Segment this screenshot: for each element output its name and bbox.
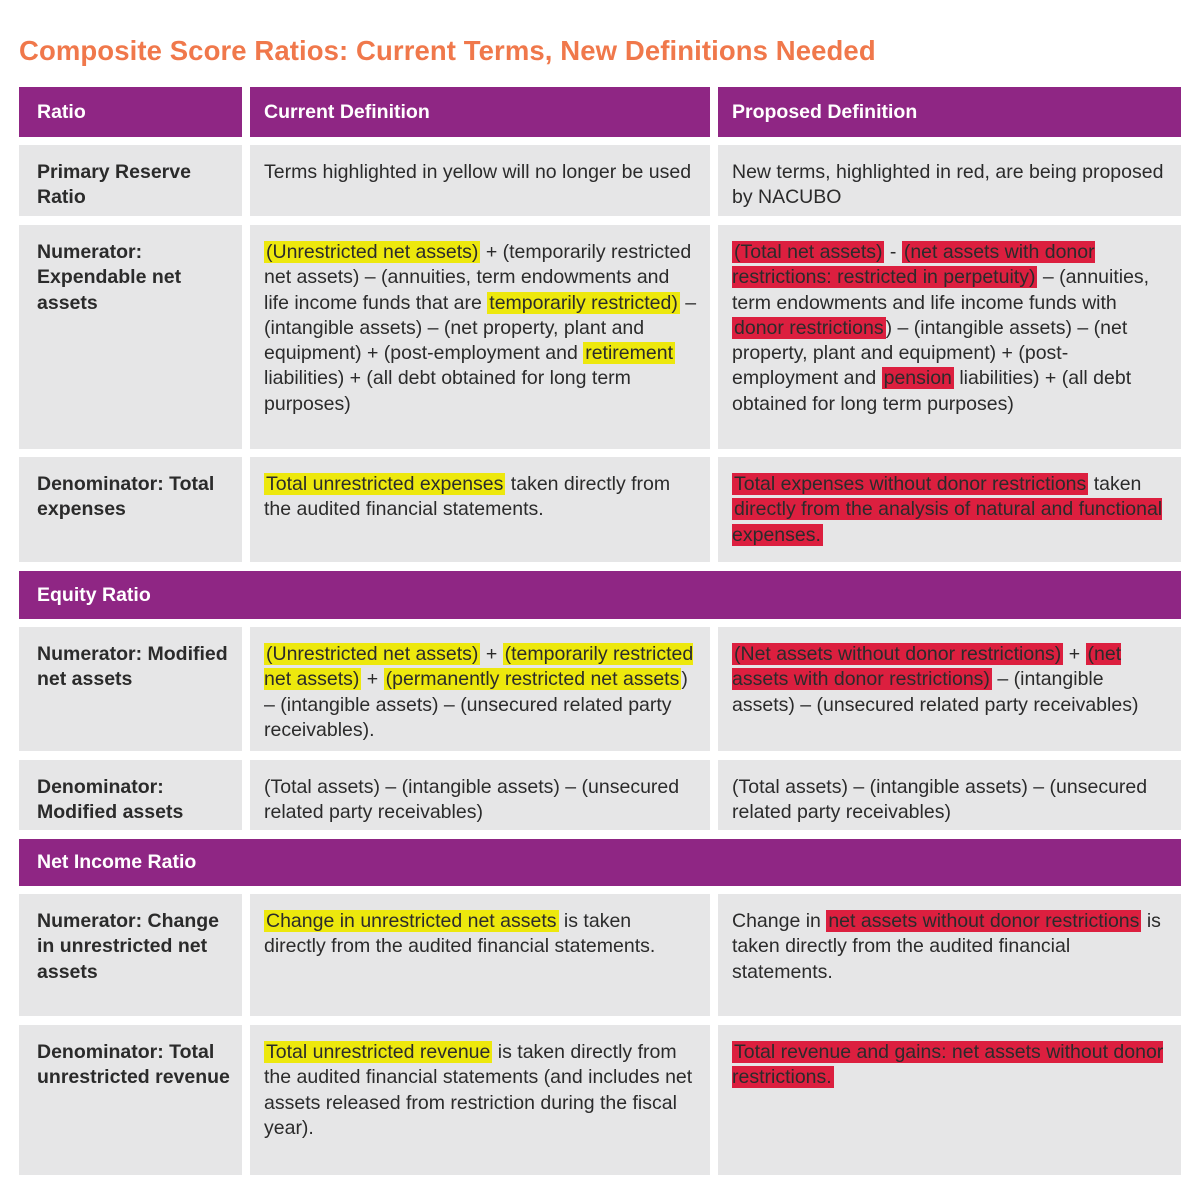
expendable-current-definition: (Unrestricted net assets) + (temporarily restricted net assets) – (annuities, term endowments and life income funds that are temporarily restricted) – (intangible assets) – (net property, plant and equipment) + (post-employment and retirement liabilities) + (all debt obtained for long term purposes) xyxy=(250,225,710,449)
row-label-modified-assets: Denominator: Modified assets xyxy=(19,760,242,830)
expendable-proposed-definition: (Total net assets) - (net assets with donor restrictions: restricted in perpetuity) – (annuities, term endowments and life income funds with donor restrictions ) – (intangible assets) – (net property, plant and equipment) + (post-employment and pension liabilities) + (all debt obtained for long term purposes) xyxy=(718,225,1181,449)
highlight-red: (Total net assets) xyxy=(734,241,883,263)
highlight-red: (net assets with donor restrictions: restricted in perpetuity) xyxy=(732,241,1095,289)
row-label-total-unrestricted-revenue: Denominator: Total unrestricted revenue xyxy=(19,1025,242,1175)
header-proposed-definition: Proposed Definition xyxy=(718,87,1181,137)
total-revenue-current-definition: Total unrestricted revenue is taken directly from the audited financial statements (and includes net assets released from restriction during the fiscal year). xyxy=(250,1025,710,1175)
highlight-red: pension xyxy=(883,367,952,390)
highlight-red: donor restrictions xyxy=(734,316,884,339)
row-label-total-expenses: Denominator: Total expenses xyxy=(19,457,242,562)
primary-current-definition: Terms highlighted in yellow will no longer be used xyxy=(250,145,710,216)
highlight-yellow: temporarily restricted) xyxy=(489,291,678,314)
highlight-red: directly from the analysis of natural and functional expenses. xyxy=(732,498,1163,546)
highlight-yellow: (Unrestricted net assets) xyxy=(266,643,479,665)
modified-assets-proposed-definition: (Total assets) – (intangible assets) – (unsecured related party receivables) xyxy=(718,760,1181,830)
highlight-yellow: retirement xyxy=(585,342,673,365)
modified-assets-current-definition: (Total assets) – (intangible assets) – (unsecured related party receivables) xyxy=(250,760,710,830)
highlight-yellow: Change in unrestricted net assets xyxy=(266,910,557,932)
header-current-definition: Current Definition xyxy=(250,87,710,137)
highlight-yellow: (Unrestricted net assets) xyxy=(266,241,479,263)
row-label-expendable-net-assets: Numerator: Expendable net assets xyxy=(19,225,242,449)
header-ratio: Ratio xyxy=(19,87,242,137)
highlight-yellow: (temporarily restricted net assets) xyxy=(264,643,694,691)
highlight-red: Total revenue and gains: net assets without donor restrictions. xyxy=(732,1041,1164,1089)
highlight-yellow: Total unrestricted expenses xyxy=(266,473,504,495)
modified-net-proposed-definition: (Net assets without donor restrictions) + (net assets with donor restrictions) – (intangible assets) – (unsecured related party receivables) xyxy=(718,627,1181,751)
highlight-yellow: Total unrestricted revenue xyxy=(266,1041,491,1063)
change-net-current-definition: Change in unrestricted net assets is taken directly from the audited financial statements. xyxy=(250,894,710,1016)
primary-proposed-definition: New terms, highlighted in red, are being proposed by NACUBO xyxy=(718,145,1181,216)
total-expenses-current-definition: Total unrestricted expenses taken directly from the audited financial statements. xyxy=(250,457,710,562)
total-expenses-proposed-definition: Total expenses without donor restrictions taken directly from the analysis of natural and functional expenses. xyxy=(718,457,1181,562)
change-net-proposed-definition: Change in net assets without donor restrictions is taken directly from the audited financial statements. xyxy=(718,894,1181,1016)
highlight-red: net assets without donor restrictions xyxy=(828,910,1140,932)
highlight-red: (Net assets without donor restrictions) xyxy=(734,643,1062,665)
page-title: Composite Score Ratios: Current Terms, New Definitions Needed xyxy=(19,35,876,66)
highlight-red: (net assets with donor restrictions) xyxy=(732,643,1122,691)
row-label-primary-reserve: Primary Reserve Ratio xyxy=(19,145,242,216)
section-equity-ratio: Equity Ratio xyxy=(19,571,1181,619)
row-label-modified-net-assets: Numerator: Modified net assets xyxy=(19,627,242,751)
highlight-yellow: (permanently restricted net assets xyxy=(385,668,680,691)
total-revenue-proposed-definition xyxy=(718,1025,1181,1175)
highlight-red: Total expenses without donor restrictions xyxy=(734,473,1087,495)
section-net-income-ratio: Net Income Ratio xyxy=(19,839,1181,886)
modified-net-current-definition: (Unrestricted net assets) + (temporarily restricted net assets) + (permanently restricted net assets ) – (intangible assets) – (unsecured related party receivables). xyxy=(250,627,710,751)
row-label-change-net-assets: Numerator: Change in unrestricted net assets xyxy=(19,894,242,1016)
